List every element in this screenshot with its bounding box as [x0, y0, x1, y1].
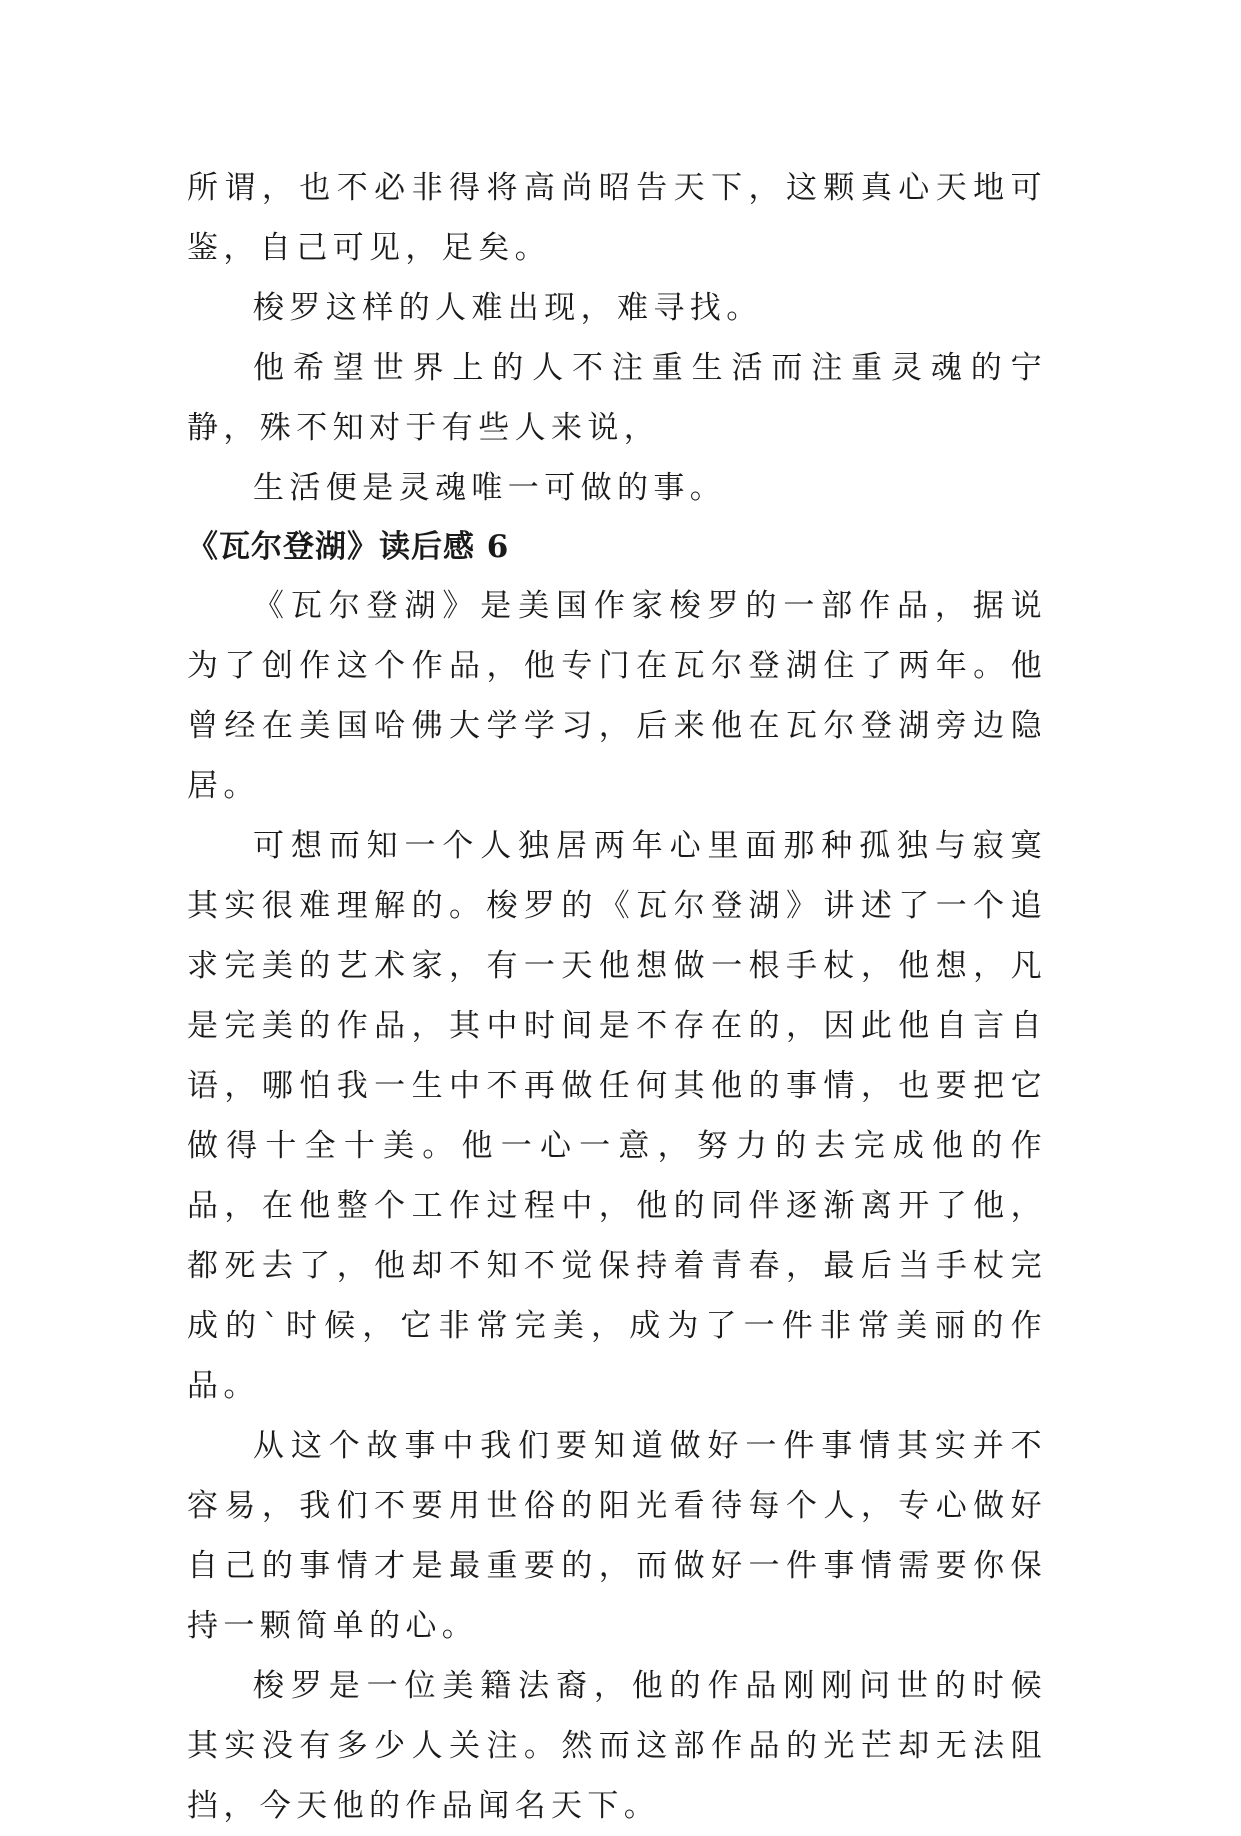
paragraph: 可想而知一个人独居两年心里面那种孤独与寂寞其实很难理解的。梭罗的《瓦尔登湖》讲述了一个追求完美的艺术家，有一天他想做一根手杖，他想，凡是完美的作品，其中时间是不存在的，因此他自言自语，哪怕我一生中不再做任何其他的事情，也要把它做得十全十美。他一心一意，努力的去完成他的作品，在他整个工作过程中，他的同伴逐渐离开了他，都死去了，他却不知不觉保持着青春，最后当手杖完成的`时候，它非常完美，成为了一件非常美丽的作品。 — [187, 828, 1047, 1404]
paragraph: 生活便是灵魂唯一可做的事。 — [253, 470, 727, 506]
paragraph: 梭罗这样的人难出现，难寻找。 — [253, 290, 763, 326]
paragraph-continuation: 所谓，也不必非得将高尚昭告天下，这颗真心天地可鉴，自己可见，足矣。 — [187, 170, 1047, 266]
paragraph: 从这个故事中我们要知道做好一件事情其实并不容易，我们不要用世俗的阳光看待每个人，专心做好自己的事情才是最重要的，而做好一件事情需要你保持一颗简单的心。 — [187, 1428, 1047, 1644]
paragraph: 他希望世界上的人不注重生活而注重灵魂的宁静，殊不知对于有些人来说， — [187, 350, 1047, 446]
section-heading: 《瓦尔登湖》读后感 6 — [187, 529, 510, 565]
paragraph: 梭罗是一位美籍法裔，他的作品刚刚问世的时候其实没有多少人关注。然而这部作品的光芒却无法阻挡，今天他的作品闻名天下。 — [187, 1668, 1047, 1824]
document-body — [187, 158, 1047, 1836]
paragraph: 《瓦尔登湖》是美国作家梭罗的一部作品，据说为了创作这个作品，他专门在瓦尔登湖住了两年。他曾经在美国哈佛大学学习，后来他在瓦尔登湖旁边隐居。 — [187, 588, 1047, 804]
